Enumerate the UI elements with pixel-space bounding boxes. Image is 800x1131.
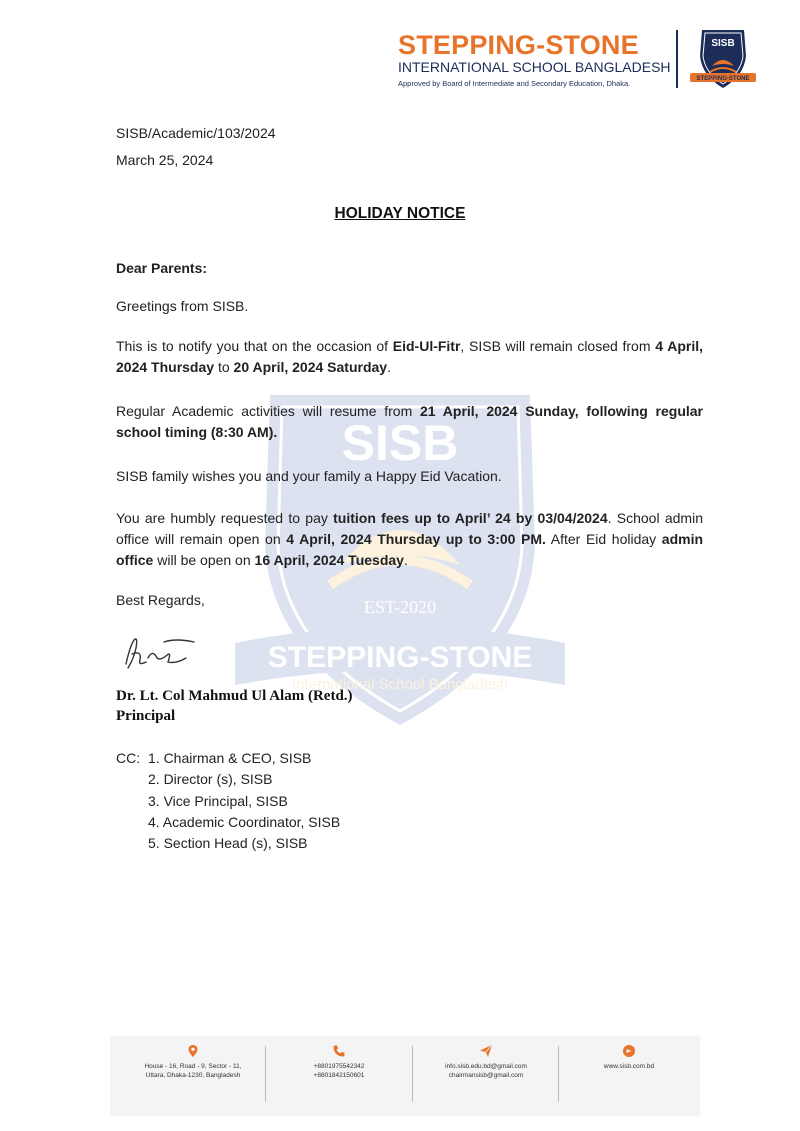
footer-website	[570, 1044, 688, 1071]
signature	[116, 628, 206, 676]
phone-number[interactable]: +8801975542342	[313, 1063, 365, 1070]
watermark-sisb: SISB	[341, 415, 459, 471]
signer-title: Principal	[116, 708, 176, 724]
fees-paragraph: You are humbly requested to pay tuition fees up to April’ 24 by 03/04/2024. School admin office will remain open on 4 April, 2024 Thursday up to 3:00 PM. After Eid holiday admin office will be open on 16 April, 2024 Tuesday.	[116, 510, 704, 568]
salutation: Dear Parents:	[116, 260, 208, 276]
greeting: Greetings from SISB.	[116, 298, 249, 314]
email-address[interactable]: chairmansisb@gmail.com	[448, 1072, 524, 1079]
cc-list	[148, 750, 340, 856]
cc-item: 1. Chairman & CEO, SISB	[148, 750, 312, 766]
footer-address	[130, 1044, 256, 1080]
notice-title: HOLIDAY NOTICE	[334, 205, 466, 222]
phone-icon	[332, 1044, 346, 1058]
footer-emails	[422, 1044, 550, 1080]
cc-item: 2. Director (s), SISB	[148, 771, 273, 788]
footer-divider	[558, 1046, 559, 1102]
resume-paragraph: Regular Academic activities will resume from 21 April, 2024 Sunday, following regular school timing (8:30 AM).	[116, 403, 703, 440]
cc-item: 3. Vice Principal, SISB	[148, 792, 288, 809]
phone-number[interactable]: +8801842150601	[313, 1072, 365, 1079]
reference-number: SISB/Academic/103/2024	[116, 125, 276, 141]
logo-text: SISB	[711, 38, 735, 49]
logo-banner-text: STEPPING-STONE	[696, 76, 750, 82]
signer-name: Dr. Lt. Col Mahmud Ul Alam (Retd.)	[116, 688, 353, 704]
watermark-est: EST-2020	[363, 597, 437, 617]
wishes-paragraph: SISB family wishes you and your family a Happy Eid Vacation.	[116, 468, 502, 484]
website-link[interactable]: www.sisb.com.bd	[603, 1063, 655, 1070]
footer-phones	[276, 1044, 402, 1080]
email-address[interactable]: info.sisb.edu.bd@gmail.com	[445, 1063, 527, 1070]
cc-label: CC:	[116, 750, 141, 766]
closing: Best Regards,	[116, 592, 205, 608]
globe-icon	[622, 1044, 636, 1058]
school-logo	[688, 26, 758, 92]
watermark-banner: STEPPING-STONE	[267, 641, 533, 674]
header-divider	[676, 30, 678, 88]
footer-divider	[265, 1046, 266, 1102]
send-icon	[479, 1044, 493, 1058]
cc-item: 4. Academic Coordinator, SISB	[148, 813, 341, 830]
location-pin-icon	[186, 1044, 200, 1058]
letter-date: March 25, 2024	[116, 152, 214, 168]
school-name: STEPPING-STONE	[398, 30, 639, 60]
approval-line: Approved by Board of Intermediate and Secondary Education, Dhaka.	[398, 79, 631, 88]
school-subtitle: INTERNATIONAL SCHOOL BANGLADESH	[398, 59, 671, 75]
watermark-ribbon: International School Bangladesh	[292, 676, 508, 693]
address-line: House - 16, Road - 9, Sector - 11,	[144, 1063, 242, 1070]
footer	[110, 1036, 700, 1116]
address-line: Uttara, Dhaka-1230, Bangladesh	[145, 1072, 241, 1079]
footer-divider	[412, 1046, 413, 1102]
cc-item: 5. Section Head (s), SISB	[148, 835, 308, 852]
closure-paragraph: This is to notify you that on the occasion of Eid-Ul-Fitr, SISB will remain closed from 4 April, 2024 Thursday to 20 April, 2024 Saturday.	[116, 338, 703, 375]
